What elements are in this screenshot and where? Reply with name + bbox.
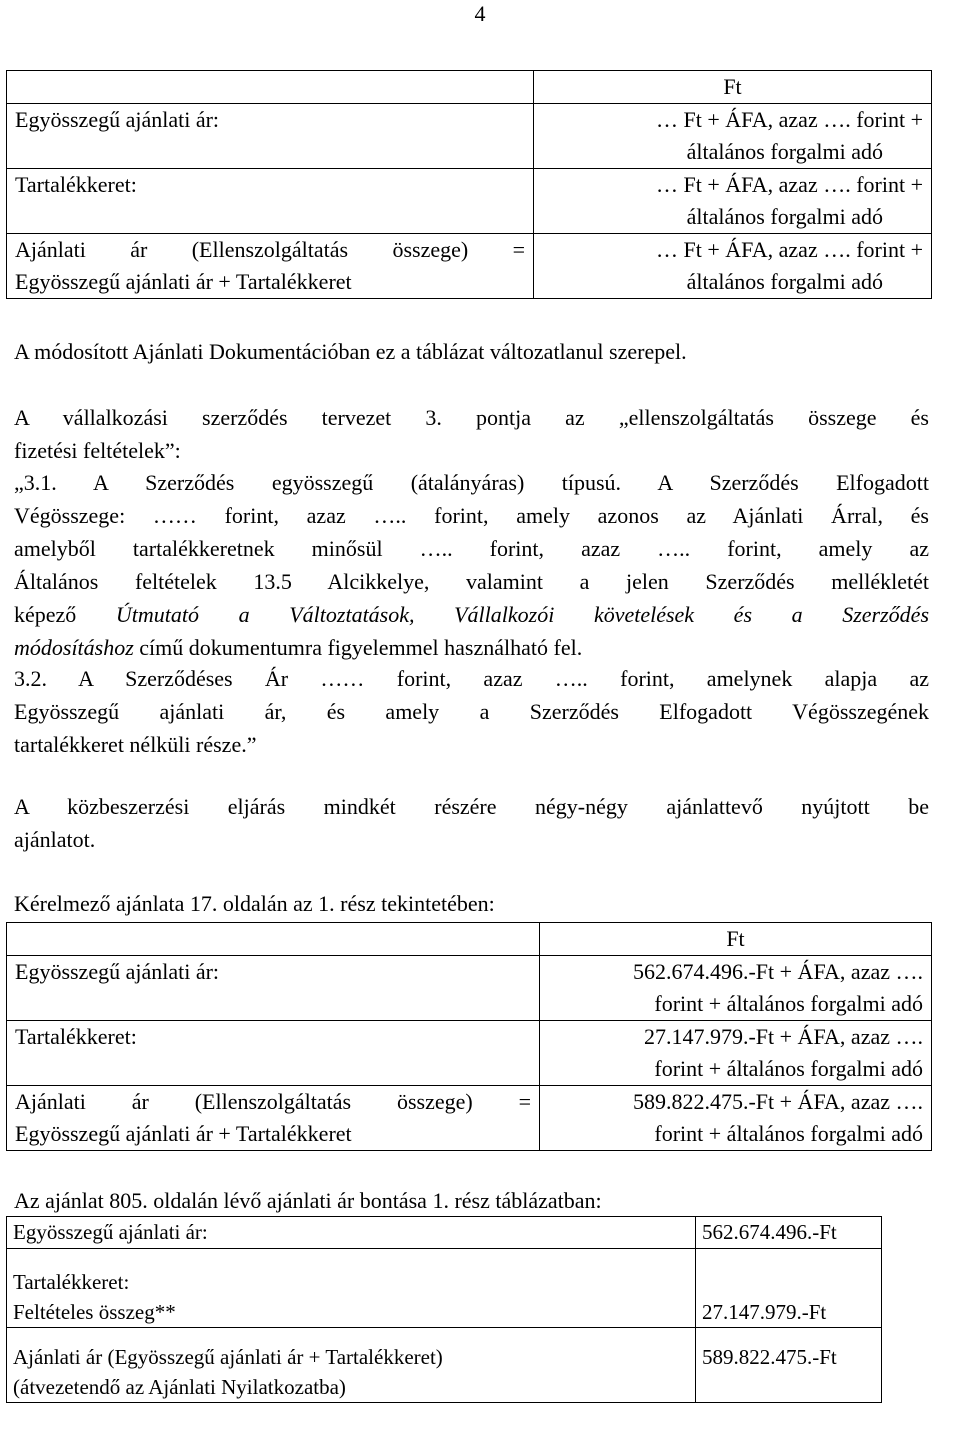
breakdown-table [6,1216,882,1403]
paragraph-offer-805: Az ajánlat 805. oldalán lévő ajánlati ár bontása 1. rész táblázatban: [14,1188,602,1213]
guide-title-italic: Útmutató a Változtatások, Vállalkozói követelések és a Szerződés [115,602,929,627]
paragraph-modified: A módosított Ajánlati Dokumentációban ez a táblázat változatlanul szerepel. [14,339,687,364]
row-label: Egyösszegű ajánlati ár: [7,104,534,169]
paragraph-requester-offer: Kérelmező ajánlata 17. oldalán az 1. rész tekintetében: [14,891,495,916]
row-label: Egyösszegű ajánlati ár: [7,956,540,1021]
requester-price-table [6,922,932,1151]
row-value: 589.822.475.-Ft + ÁFA, azaz …. forint + általános forgalmi adó [540,1086,932,1151]
guide-title-italic-end: módosításhoz [14,635,134,660]
page-number: 4 [474,1,486,26]
row-value: 562.674.496.-Ft [696,1217,882,1249]
row-value: 562.674.496.-Ft + ÁFA, azaz …. forint + általános forgalmi adó [540,956,932,1021]
header-unit-cell: Ft [540,923,932,956]
row-label: Tartalékkeret: [7,169,534,234]
header-empty-cell [7,923,540,956]
spacer-cell [7,1328,696,1343]
paragraph-contract-intro: A vállalkozási szerződés tervezet 3. pontja az „ellenszolgáltatás összege és fizetési feltételek”: [14,405,929,463]
row-value: 27.147.979.-Ft + ÁFA, azaz …. forint + általános forgalmi adó [540,1021,932,1086]
spacer-cell [696,1328,882,1343]
row-label: Egyösszegű ajánlati ár: [13,1220,208,1244]
row-label: Tartalékkeret: [7,1021,540,1086]
row-label: Ajánlati ár (Egyösszegű ajánlati ár + Tartalékkeret) (átvezetendő az Ajánlati Nyilatkozatba) [13,1345,443,1399]
row-value: … Ft + ÁFA, azaz …. forint + általános forgalmi adó [534,169,932,234]
header-empty-cell [7,71,534,104]
paragraph-procurement: A közbeszerzési eljárás mindkét részére négy-négy ajánlattevő nyújtott be ajánlatot. [14,794,929,852]
row-value: … Ft + ÁFA, azaz …. forint + általános forgalmi adó [534,234,932,299]
paragraph-3-1: „3.1. A Szerződés egyösszegű (átalányáras) típusú. A Szerződés Elfogadott Végösszege: …… forint, azaz ….. forint, amely azonos az Ajánlati Árral, és amelyből tartalékkeretnek minősül ….. forint, azaz ….. forint, amely az Általános feltételek 13.5 Alcikkelye, valamint a jelen Szerződés mellékletét képező Útmutató a Változtatások, Vállalkozói követelések és a Szerződés módosításhoz című dokumentumra figyelemmel használható fel. [14,470,929,660]
row-value: 27.147.979.-Ft [696,1267,882,1328]
row-label: Tartalékkeret: Feltételes összeg** [13,1270,176,1324]
header-unit-cell: Ft [534,71,932,104]
row-label: Ajánlati ár (Ellenszolgáltatás összege) = Egyösszegű ajánlati ár + Tartalékkeret [7,234,534,299]
spacer-cell [7,1249,696,1268]
paragraph-3-2: 3.2. A Szerződéses Ár …… forint, azaz ….. forint, amelynek alapja az Egyösszegű ajánlati ár, és amely a Szerződés Elfogadott Végösszegének tartalékkeret nélküli része.” [14,666,929,757]
spacer-cell [696,1249,882,1268]
row-value: … Ft + ÁFA, azaz …. forint + általános forgalmi adó [534,104,932,169]
row-label: Ajánlati ár (Ellenszolgáltatás összege) = Egyösszegű ajánlati ár + Tartalékkeret [7,1086,540,1151]
row-value: 589.822.475.-Ft [696,1342,882,1403]
price-table-template [6,70,932,299]
